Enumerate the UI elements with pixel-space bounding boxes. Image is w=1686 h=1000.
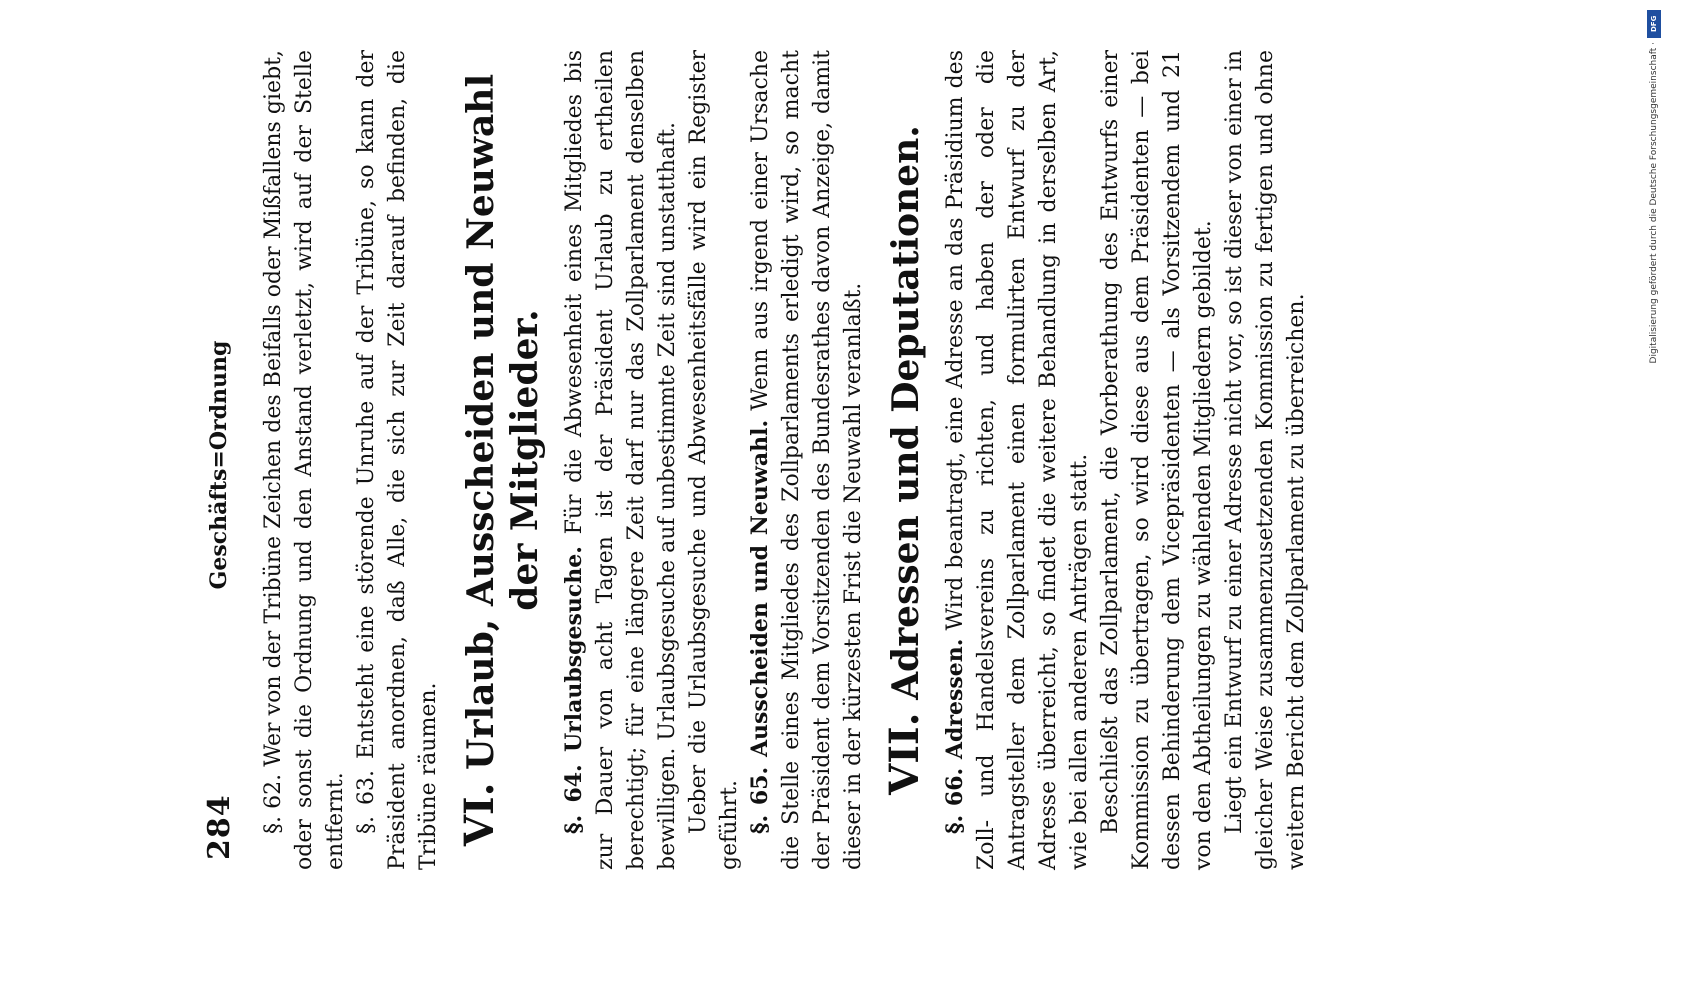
paragraph-64-text: Für die Abwesenheit eines Mitgliedes bis zur Dauer von acht Tagen ist der Präsident Urlaub zu ertheilen berechtigt; für eine längere Zeit darf nur das Zollparlament denselben bewilligen. Urlaubsgesuche auf unbestimmte Zeit sind unstatthaft. bbox=[562, 50, 680, 870]
section-vi-number: VI. bbox=[456, 782, 503, 847]
paragraph-66c: Liegt ein Entwurf zu einer Adresse nicht vor, so ist dieser von einer in gleicher Weise zusammenzusetzenden Kommission zu fertigen und ohne weitern Bericht dem Zollparlament zu überreichen. bbox=[1222, 50, 1309, 870]
paragraph-63: §. 63. Entsteht eine störende Unruhe auf der Tribüne, so kann der Präsident anordnen, daß Alle, die sich zur Zeit darauf befinden, die Tribüne räumen. bbox=[354, 50, 441, 870]
page-inner bbox=[90, 30, 1550, 900]
dfg-logo: DFG bbox=[1647, 10, 1661, 38]
paragraph-64 bbox=[559, 50, 683, 870]
paragraph-65-text: Wenn aus irgend einer Ursache die Stelle eines Mitgliedes des Zollparlaments erledigt wird, so macht der Präsident dem Vorsitzenden des Bundesrathes davon Anzeige, damit dieser in der kürzesten Frist die Neuwahl veranlaßt. bbox=[748, 49, 866, 870]
paragraph-66-heading: §. 66. Adressen. bbox=[942, 638, 968, 834]
rotated-page-content bbox=[90, 30, 1550, 900]
running-head-title: Geschäfts=Ordnung bbox=[206, 340, 232, 590]
page-body bbox=[258, 50, 1312, 870]
paragraph-62: §. 62. Wer von der Tribüne Zeichen des Beifalls oder Mißfallens giebt, oder sonst die Ordnung und den Anstand verletzt, wird auf der Stelle entfernt. bbox=[261, 50, 348, 870]
section-heading-vi bbox=[458, 50, 547, 870]
section-vii-number: VII. bbox=[881, 712, 928, 795]
running-head bbox=[202, 30, 237, 900]
paragraph-66b: Beschließt das Zollparlament, die Vorberathung des Entwurfs einer Kommission zu übertragen, so wird diese aus dem Präsidenten — bei dessen Behinderung dem Vicepräsidenten — als Vorsitzendem und 21 von den Abtheilungen zu wählenden Mitgliedern gebildet. bbox=[1098, 50, 1216, 870]
paragraph-65-heading: §. 65. Ausscheiden und Neuwahl. bbox=[747, 419, 773, 834]
section-heading-vii bbox=[883, 50, 928, 870]
digitization-note bbox=[1634, 10, 1674, 370]
section-vi-title: Urlaub, Ausscheiden und Neuwahl der Mitglieder. bbox=[460, 73, 546, 770]
section-vii-title: Adressen und Deputationen. bbox=[885, 125, 927, 700]
paragraph-66 bbox=[940, 50, 1095, 870]
digitization-note-text: Digitalisierung gefördert durch die Deutsche Forschungsgemeinschaft · bbox=[1649, 42, 1659, 364]
paragraph-64b: Ueber die Urlaubsgesuche und Abwesenheitsfälle wird ein Register geführt. bbox=[686, 50, 742, 870]
paragraph-65 bbox=[745, 50, 869, 870]
page-number: 284 bbox=[202, 794, 237, 860]
paragraph-66-text: Wird beantragt, eine Adresse an das Präsidium des Zoll- und Handelsvereins zu richten, und haben der oder die Antragsteller dem Zollparlament einen formulirten Entwurf zu der Adresse überreicht, so findet die weitere Behandlung in derselben Art, wie bei allen anderen Anträgen statt. bbox=[943, 50, 1092, 870]
paragraph-64-heading: §. 64. Urlaubsgesuche. bbox=[561, 546, 587, 834]
